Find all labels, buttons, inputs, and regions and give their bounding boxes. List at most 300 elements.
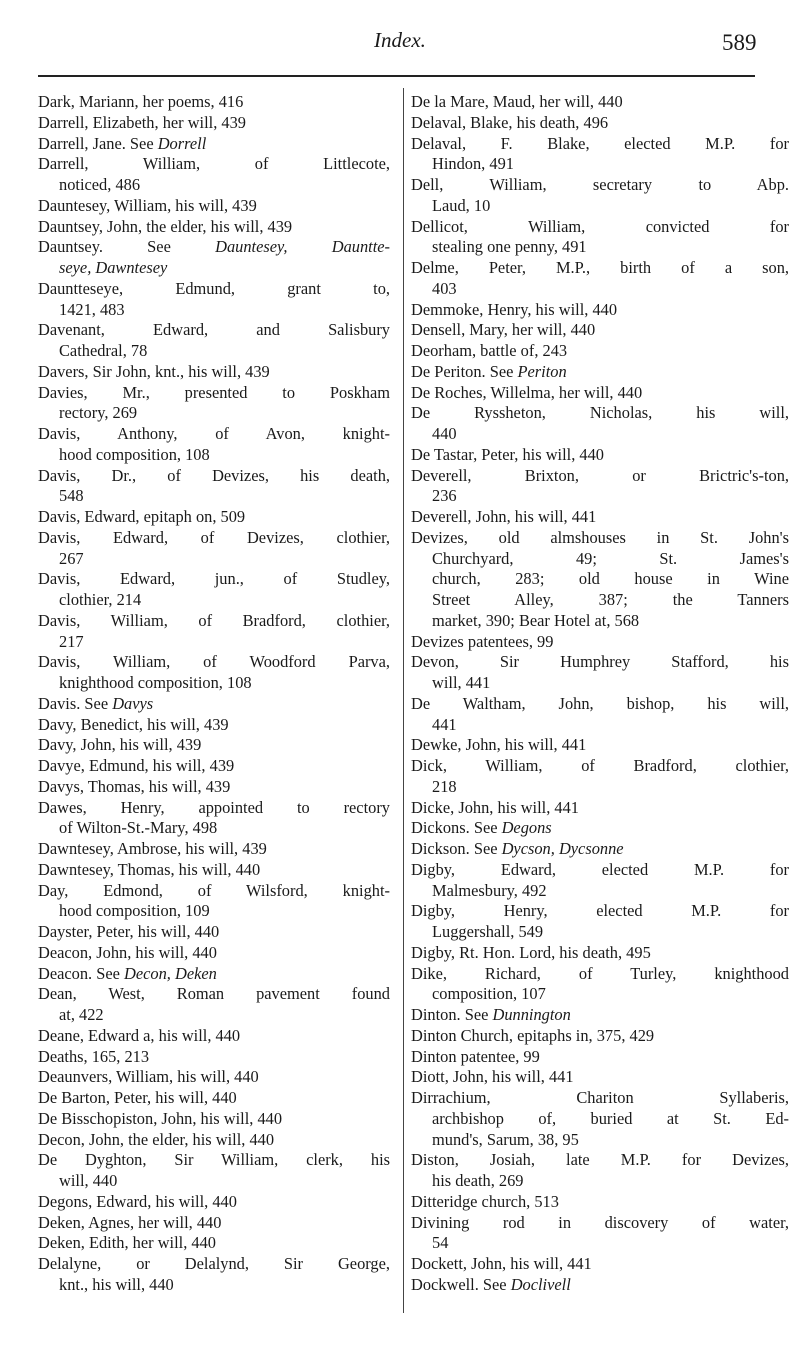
entry-text: noticed, 486 xyxy=(59,175,141,194)
entry-text: 548 xyxy=(59,486,84,506)
index-entry xyxy=(411,217,789,259)
entry-text: Davy, John, his will, 439 xyxy=(38,735,202,755)
index-entry xyxy=(38,1109,390,1130)
entry-heading-line xyxy=(411,860,789,881)
entry-text: stealing one penny, 491 xyxy=(432,237,587,257)
index-entry xyxy=(411,1275,789,1296)
entry-text: Dauntesey, William, his will, 439 xyxy=(38,195,257,215)
entry-heading-line xyxy=(411,113,789,134)
entry-text: De Tastar, Peter, his will, 440 xyxy=(411,444,604,464)
entry-text: Dark, Mariann, her poems, 416 xyxy=(38,92,244,111)
index-entry xyxy=(38,320,390,362)
entry-text: De Bisschopiston, John, his will, 440 xyxy=(38,1108,283,1128)
index-entry xyxy=(38,715,390,736)
entry-heading-line xyxy=(38,1067,390,1088)
entry-text: his death, 269 xyxy=(432,1171,524,1190)
index-entry xyxy=(411,92,789,113)
entry-text: Deorham, battle of, 243 xyxy=(411,341,568,360)
column-divider xyxy=(403,88,404,1313)
entry-text: Dike, Richard, of Turley, knighthood xyxy=(411,963,789,983)
index-entry xyxy=(38,237,390,279)
entry-text: will, 440 xyxy=(59,1171,118,1190)
entry-text: De Ryssheton, Nicholas, his will, xyxy=(411,403,789,423)
entry-heading-line xyxy=(38,383,390,404)
index-entry xyxy=(411,445,789,466)
index-entry xyxy=(411,798,789,819)
index-entry xyxy=(411,1213,789,1255)
index-entry xyxy=(38,777,390,798)
entry-text: Laud, 10 xyxy=(432,195,491,215)
index-entry xyxy=(38,984,390,1026)
entry-heading-line xyxy=(411,652,789,673)
entry-heading-line xyxy=(411,1254,789,1275)
index-entry xyxy=(411,652,789,694)
entry-text: Davis, Edward, epitaph on, 509 xyxy=(38,507,246,526)
index-entry xyxy=(411,1067,789,1088)
entry-text: Dayster, Peter, his will, 440 xyxy=(38,922,220,941)
entry-heading-line xyxy=(38,756,390,777)
index-entry xyxy=(38,1150,390,1192)
entry-continuation-line xyxy=(411,984,789,1005)
entry-text: of Wilton-St.-Mary, 498 xyxy=(59,818,218,838)
entry-text: Dockett, John, his will, 441 xyxy=(411,1254,592,1273)
entry-text: Dellicot, William, convicted for xyxy=(411,216,789,236)
index-entry xyxy=(38,964,390,985)
entry-continuation-line xyxy=(411,922,789,943)
entry-heading-line xyxy=(38,798,390,819)
entry-heading-line xyxy=(411,528,789,549)
index-entry xyxy=(38,839,390,860)
entry-text: Dickson. See xyxy=(411,839,502,858)
entry-text: Dean, West, Roman pavement found xyxy=(38,984,390,1004)
entry-heading-line xyxy=(411,175,789,196)
index-column-left xyxy=(38,92,390,1296)
entry-heading-line xyxy=(411,134,789,155)
index-entry xyxy=(38,922,390,943)
entry-text: clothier, 214 xyxy=(59,590,142,609)
index-entry xyxy=(38,652,390,694)
entry-text: Diston, Josiah, late M.P. for Devizes, xyxy=(411,1150,789,1170)
entry-continuation-line xyxy=(38,175,390,196)
entry-text: Davye, Edmund, his will, 439 xyxy=(38,756,235,775)
entry-heading-line xyxy=(38,1254,390,1275)
entry-text: 1421, 483 xyxy=(59,299,125,319)
entry-text: archbishop of, buried at St. Ed- xyxy=(432,1108,789,1128)
entry-text: Deacon, John, his will, 440 xyxy=(38,942,217,962)
entry-heading-line xyxy=(411,362,789,383)
index-entry xyxy=(411,362,789,383)
entry-heading-line xyxy=(38,507,390,528)
entry-heading-line xyxy=(411,445,789,466)
entry-text: market, 390; Bear Hotel at, 568 xyxy=(432,610,640,630)
entry-text: Delaval, F. Blake, elected M.P. for xyxy=(411,133,789,153)
cross-reference: Dycson, Dycsonne xyxy=(501,839,624,858)
entry-heading-line xyxy=(411,92,789,113)
entry-continuation-line xyxy=(38,1275,390,1296)
index-entry xyxy=(411,1254,789,1275)
index-entry xyxy=(411,528,789,632)
entry-continuation-line xyxy=(411,673,789,694)
index-entry xyxy=(38,943,390,964)
cross-reference: Decon, Deken xyxy=(124,963,217,983)
entry-continuation-line xyxy=(411,237,789,258)
entry-text: Davenant, Edward, and Salisbury xyxy=(38,320,390,340)
index-entry xyxy=(38,694,390,715)
entry-text: 236 xyxy=(432,486,457,506)
entry-continuation-line xyxy=(38,403,390,424)
entry-text: Degons, Edward, his will, 440 xyxy=(38,1191,237,1211)
entry-heading-line xyxy=(411,1088,789,1109)
entry-text: composition, 107 xyxy=(432,984,546,1004)
entry-text: mund's, Sarum, 38, 95 xyxy=(432,1129,579,1149)
entry-text: 54 xyxy=(432,1233,449,1253)
entry-text: 217 xyxy=(59,631,84,651)
index-entry xyxy=(411,818,789,839)
entry-text: Luggershall, 549 xyxy=(432,922,544,941)
index-entry xyxy=(38,1213,390,1234)
entry-text: Dinton. See xyxy=(411,1005,493,1024)
entry-heading-line xyxy=(38,1047,390,1068)
index-entry xyxy=(411,1192,789,1213)
entry-heading-line xyxy=(411,694,789,715)
entry-heading-line xyxy=(38,424,390,445)
entry-text: Diott, John, his will, 441 xyxy=(411,1067,574,1087)
entry-heading-line xyxy=(411,507,789,528)
index-entry xyxy=(411,383,789,404)
entry-heading-line xyxy=(38,1130,390,1151)
entry-text: Churchyard, 49; St. James's xyxy=(432,548,789,568)
entry-heading-line xyxy=(38,196,390,217)
entry-continuation-line xyxy=(38,341,390,362)
entry-heading-line xyxy=(411,735,789,756)
entry-text: Malmesbury, 492 xyxy=(432,880,547,900)
entry-text: Dawntesey, Thomas, his will, 440 xyxy=(38,859,261,879)
entry-heading-line xyxy=(38,1233,390,1254)
entry-text: Dawntesey, Ambrose, his will, 439 xyxy=(38,839,267,858)
entry-text: De la Mare, Maud, her will, 440 xyxy=(411,92,623,111)
index-entry xyxy=(411,943,789,964)
entry-text: Davy, Benedict, his will, 439 xyxy=(38,714,229,734)
entry-text: De Barton, Peter, his will, 440 xyxy=(38,1088,237,1107)
entry-heading-line xyxy=(411,1213,789,1234)
entry-heading-line xyxy=(38,881,390,902)
entry-text: Digby, Henry, elected M.P. for xyxy=(411,901,789,921)
index-entry xyxy=(411,134,789,176)
entry-text: Davis, Dr., of Devizes, his death, xyxy=(38,465,390,485)
entry-heading-line xyxy=(411,1067,789,1088)
running-head-title: Index. xyxy=(374,28,426,52)
index-entry xyxy=(411,258,789,300)
index-entry xyxy=(411,300,789,321)
index-entry xyxy=(38,1254,390,1296)
entry-continuation-line xyxy=(38,300,390,321)
entry-continuation-line xyxy=(411,569,789,590)
entry-text: Dauntteseye, Edmund, grant to, xyxy=(38,278,390,298)
entry-heading-line xyxy=(38,92,390,113)
index-entry xyxy=(411,964,789,1006)
entry-text: Dewke, John, his will, 441 xyxy=(411,735,587,755)
index-entry xyxy=(411,1047,789,1068)
entry-heading-line xyxy=(38,860,390,881)
entry-text: Deaunvers, William, his will, 440 xyxy=(38,1067,259,1087)
entry-text: Cathedral, 78 xyxy=(59,341,148,360)
entry-heading-line xyxy=(411,943,789,964)
entry-text: Dell, William, secretary to Abp. xyxy=(411,175,789,194)
index-entry xyxy=(38,279,390,321)
entry-continuation-line xyxy=(411,777,789,798)
index-entry xyxy=(38,881,390,923)
entry-heading-line xyxy=(38,1109,390,1130)
entry-heading-line xyxy=(38,1150,390,1171)
entry-text: Hindon, 491 xyxy=(432,154,514,174)
index-entry xyxy=(411,860,789,902)
entry-heading-line xyxy=(38,154,390,175)
entry-text: De Dyghton, Sir William, clerk, his xyxy=(38,1150,390,1170)
entry-text: Delaval, Blake, his death, 496 xyxy=(411,112,609,132)
index-entry xyxy=(411,756,789,798)
index-entry xyxy=(38,362,390,383)
entry-continuation-line xyxy=(411,611,789,632)
entry-heading-line xyxy=(38,362,390,383)
index-entry xyxy=(411,1088,789,1150)
index-entry xyxy=(38,569,390,611)
entry-heading-line xyxy=(38,320,390,341)
entry-text: Dawes, Henry, appointed to rectory xyxy=(38,797,390,817)
entry-text: Deken, Edith, her will, 440 xyxy=(38,1233,216,1253)
index-entry xyxy=(411,320,789,341)
index-entry xyxy=(38,507,390,528)
entry-text: Ditteridge church, 513 xyxy=(411,1191,559,1211)
entry-heading-line xyxy=(38,984,390,1005)
index-entry xyxy=(411,1026,789,1047)
entry-text: Delme, Peter, M.P., birth of a son, xyxy=(411,258,789,277)
entry-text: Darrell, Elizabeth, her will, 439 xyxy=(38,112,246,132)
entry-heading-line xyxy=(38,237,390,258)
entry-text: Digby, Rt. Hon. Lord, his death, 495 xyxy=(411,942,651,962)
entry-text: Dicke, John, his will, 441 xyxy=(411,797,579,817)
entry-heading-line xyxy=(38,652,390,673)
index-entry xyxy=(38,1047,390,1068)
entry-text: church, 283; old house in Wine xyxy=(432,569,789,589)
entry-heading-line xyxy=(411,217,789,238)
entry-heading-line xyxy=(38,1026,390,1047)
entry-heading-line xyxy=(38,569,390,590)
index-entry xyxy=(38,1233,390,1254)
entry-text: Deverell, Brixton, or Brictric's-ton, xyxy=(411,465,789,485)
entry-heading-line xyxy=(411,1150,789,1171)
index-entry xyxy=(38,756,390,777)
entry-text: Davers, Sir John, knt., his will, 439 xyxy=(38,361,270,381)
entry-heading-line xyxy=(411,901,789,922)
entry-text: Dauntsey, John, the elder, his will, 439 xyxy=(38,216,293,236)
cross-reference: seye, Dawntesey xyxy=(59,258,168,277)
index-column-right xyxy=(411,92,789,1296)
entry-continuation-line xyxy=(411,590,789,611)
index-entry xyxy=(38,92,390,113)
index-entry xyxy=(38,154,390,196)
entry-heading-line xyxy=(411,466,789,487)
index-entry xyxy=(411,839,789,860)
entry-text: 403 xyxy=(432,278,457,298)
entry-continuation-line xyxy=(38,1171,390,1192)
entry-text: 440 xyxy=(432,424,457,443)
header-rule xyxy=(38,75,755,77)
entry-heading-line xyxy=(411,632,789,653)
entry-continuation-line xyxy=(411,1130,789,1151)
entry-continuation-line xyxy=(38,818,390,839)
entry-heading-line xyxy=(411,798,789,819)
entry-heading-line xyxy=(38,1192,390,1213)
entry-heading-line xyxy=(38,134,390,155)
entry-text: Densell, Mary, her will, 440 xyxy=(411,320,596,340)
entry-text: Davis, Anthony, of Avon, knight- xyxy=(38,424,390,443)
index-entry xyxy=(411,694,789,736)
entry-continuation-line xyxy=(411,424,789,445)
entry-text: 218 xyxy=(432,776,457,796)
entry-text: Dinton patentee, 99 xyxy=(411,1046,540,1066)
index-entry xyxy=(38,383,390,425)
index-entry xyxy=(411,403,789,445)
entry-text: will, 441 xyxy=(432,673,491,692)
entry-heading-line xyxy=(38,964,390,985)
entry-text: Divining rod in discovery of water, xyxy=(411,1212,789,1232)
entry-continuation-line xyxy=(411,279,789,300)
entry-heading-line xyxy=(411,1275,789,1296)
cross-reference: Periton xyxy=(517,361,567,381)
entry-text: at, 422 xyxy=(59,1005,104,1024)
index-entry xyxy=(38,1192,390,1213)
entry-text: Davis. See xyxy=(38,693,113,713)
entry-text: Day, Edmond, of Wilsford, knight- xyxy=(38,880,390,900)
index-entry xyxy=(38,735,390,756)
entry-heading-line xyxy=(38,279,390,300)
entry-heading-line xyxy=(38,466,390,487)
index-entry xyxy=(38,134,390,155)
entry-heading-line xyxy=(411,300,789,321)
entry-heading-line xyxy=(411,383,789,404)
entry-continuation-line xyxy=(411,549,789,570)
entry-heading-line xyxy=(38,715,390,736)
cross-reference: Degons xyxy=(501,818,552,838)
entry-continuation-line xyxy=(38,486,390,507)
index-entry xyxy=(38,1067,390,1088)
index-entry xyxy=(38,196,390,217)
entry-text: hood composition, 109 xyxy=(59,901,210,921)
entry-text: Digby, Edward, elected M.P. for xyxy=(411,859,789,879)
entry-heading-line xyxy=(38,694,390,715)
entry-heading-line xyxy=(411,258,789,279)
entry-text: 267 xyxy=(59,548,84,568)
entry-text: Dickons. See xyxy=(411,818,502,838)
index-entry xyxy=(38,113,390,134)
entry-text: Deacon. See xyxy=(38,963,125,983)
entry-text: Devon, Sir Humphrey Stafford, his xyxy=(411,652,789,672)
index-entry xyxy=(411,466,789,508)
entry-text: Dirrachium, Chariton Syllaberis, xyxy=(411,1088,789,1107)
entry-text: 441 xyxy=(432,714,457,734)
entry-continuation-line xyxy=(411,154,789,175)
entry-text: De Waltham, John, bishop, his will, xyxy=(411,693,789,713)
cross-reference: Dorrell xyxy=(157,133,207,153)
entry-text: Dinton Church, epitaphs in, 375, 429 xyxy=(411,1025,655,1045)
entry-continuation-line xyxy=(38,901,390,922)
index-entry xyxy=(38,466,390,508)
index-entry xyxy=(38,798,390,840)
index-entry xyxy=(411,735,789,756)
entry-text: knighthood composition, 108 xyxy=(59,673,252,692)
entry-text: Davys, Thomas, his will, 439 xyxy=(38,776,231,796)
entry-text: hood composition, 108 xyxy=(59,444,210,464)
entry-heading-line xyxy=(38,922,390,943)
entry-heading-line xyxy=(411,1192,789,1213)
index-entry xyxy=(38,528,390,570)
entry-continuation-line xyxy=(411,1109,789,1130)
index-entry xyxy=(38,1088,390,1109)
entry-text: knt., his will, 440 xyxy=(59,1274,174,1294)
entry-text: De Periton. See xyxy=(411,361,518,381)
entry-heading-line xyxy=(411,964,789,985)
entry-text: Delalyne, or Delalynd, Sir George, xyxy=(38,1254,390,1273)
index-entry xyxy=(38,1130,390,1151)
cross-reference: Dunnington xyxy=(492,1005,571,1024)
index-entry xyxy=(411,175,789,217)
entry-heading-line xyxy=(38,839,390,860)
index-entry xyxy=(411,901,789,943)
entry-continuation-line xyxy=(411,196,789,217)
entry-text: Devizes, old almshouses in St. John's xyxy=(411,527,789,547)
entry-heading-line xyxy=(411,756,789,777)
entry-heading-line xyxy=(38,943,390,964)
entry-text: Darrell, William, of Littlecote, xyxy=(38,154,390,174)
entry-heading-line xyxy=(38,1088,390,1109)
entry-text: Dick, William, of Bradford, clothier, xyxy=(411,756,789,775)
entry-continuation-line xyxy=(38,1005,390,1026)
index-entry xyxy=(38,424,390,466)
entry-continuation-line xyxy=(38,549,390,570)
entry-heading-line xyxy=(38,611,390,632)
entry-continuation-line xyxy=(38,445,390,466)
entry-heading-line xyxy=(38,113,390,134)
entry-continuation-line xyxy=(38,590,390,611)
entry-text: Deverell, John, his will, 441 xyxy=(411,507,597,526)
index-entry xyxy=(38,611,390,653)
entry-text: Deaths, 165, 213 xyxy=(38,1046,150,1066)
entry-heading-line xyxy=(411,1026,789,1047)
entry-continuation-line xyxy=(38,632,390,653)
entry-text: Darrell, Jane. See xyxy=(38,133,158,153)
entry-text: Deane, Edward a, his will, 440 xyxy=(38,1025,241,1045)
page-number: 589 xyxy=(722,30,757,55)
index-entry xyxy=(411,341,789,362)
entry-heading-line xyxy=(411,403,789,424)
cross-reference: Davys xyxy=(112,693,154,713)
index-entry xyxy=(38,217,390,238)
entry-text: Deken, Agnes, her will, 440 xyxy=(38,1212,222,1232)
cross-reference: Dauntesey, Dauntte- xyxy=(215,237,390,257)
cross-reference: Doclivell xyxy=(510,1274,571,1294)
entry-heading-line xyxy=(411,341,789,362)
entry-heading-line xyxy=(411,1005,789,1026)
entry-text: rectory, 269 xyxy=(59,403,138,423)
entry-text: Devizes patentees, 99 xyxy=(411,631,554,651)
entry-continuation-line xyxy=(38,673,390,694)
entry-continuation-line xyxy=(411,1171,789,1192)
entry-heading-line xyxy=(38,735,390,756)
index-entry xyxy=(411,632,789,653)
entry-heading-line xyxy=(38,1213,390,1234)
entry-heading-line xyxy=(38,217,390,238)
entry-continuation-line xyxy=(411,486,789,507)
